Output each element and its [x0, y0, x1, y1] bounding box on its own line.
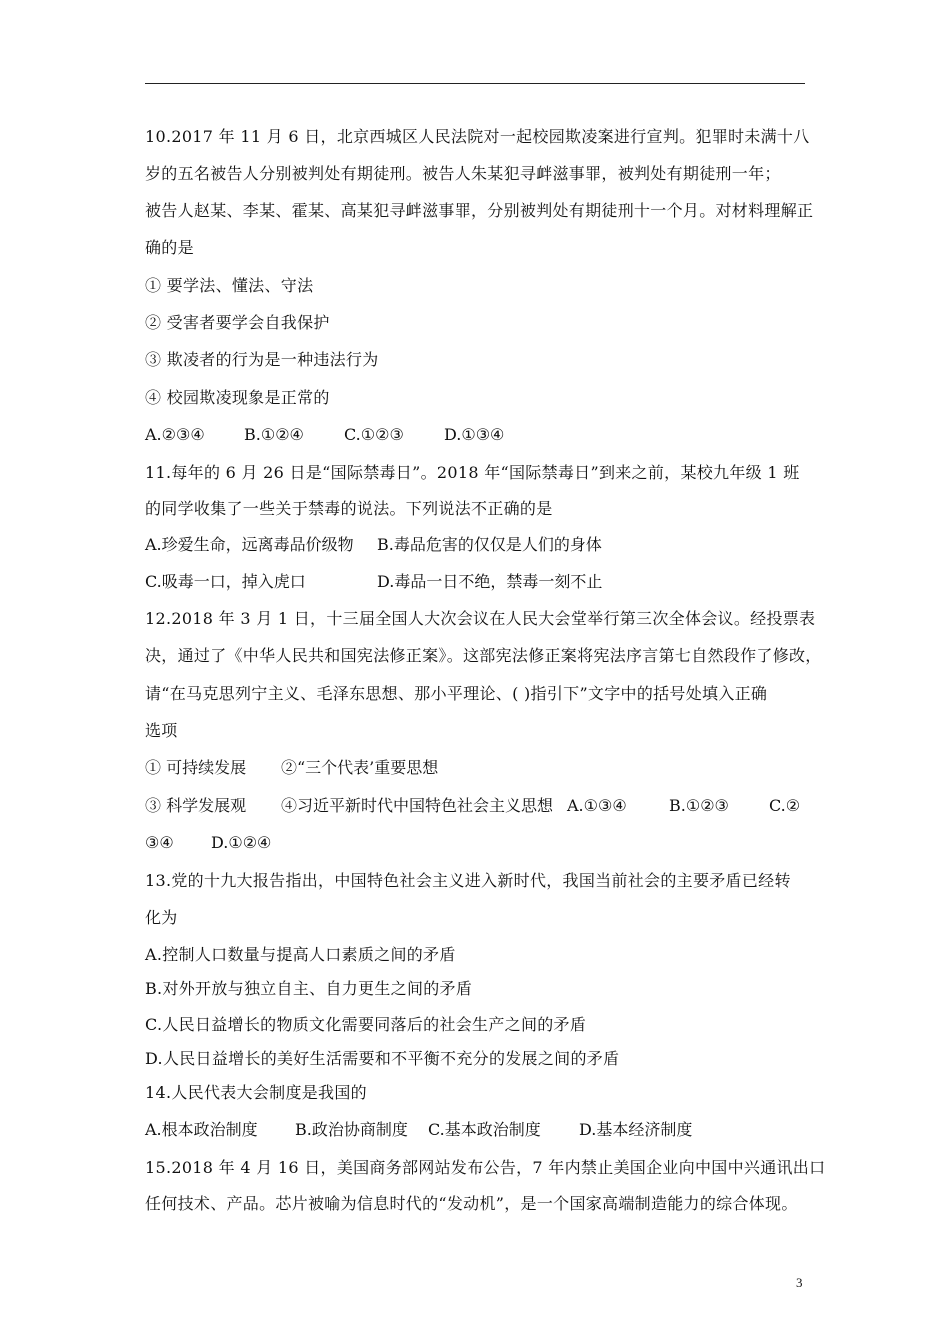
q12-option-a: A.①③④ [567, 796, 627, 815]
header-rule [145, 83, 805, 84]
q12-option-b: B.①②③ [669, 796, 729, 815]
q11-stem-line-1: 11.每年的 6 月 26 日是“国际禁毒日”。2018 年“国际禁毒日”到来之前，某校九年级 1 班 [145, 463, 800, 482]
q10-stem-line-3: 被告人赵某、李某、霍某、高某犯寻衅滋事罪，分别被判处有期徒刑十一个月。对材料理解正 [145, 201, 814, 220]
q10-item-3: ③ 欺凌者的行为是一种违法行为 [145, 350, 379, 369]
q12-item-3: ③ 科学发展观 [145, 796, 247, 815]
q13-option-d: D.人民日益增长的美好生活需要和不平衡不充分的发展之间的矛盾 [145, 1049, 620, 1068]
q13-stem-line-2: 化为 [145, 908, 178, 927]
q11-option-d: D.毒品一日不绝，禁毒一刻不止 [377, 572, 603, 591]
q14-option-c: C.基本政治制度 [428, 1120, 541, 1139]
q12-item-1: ① 可持续发展 [145, 758, 247, 777]
q12-stem-line-3: 请“在马克思列宁主义、毛泽东思想、那小平理论、( )指引下”文字中的括号处填入正确 [145, 684, 768, 703]
q10-option-c: C.①②③ [344, 425, 404, 444]
q12-option-c-continued: ③④ [145, 833, 174, 852]
q10-stem-line-4: 确的是 [145, 238, 194, 257]
q13-option-b: B.对外开放与独立自主、自力更生之间的矛盾 [145, 979, 473, 998]
q10-option-b: B.①②④ [244, 425, 304, 444]
page-number: 3 [796, 1275, 803, 1290]
q11-stem-line-2: 的同学收集了一些关于禁毒的说法。下列说法不正确的是 [145, 499, 553, 518]
q11-option-a: A.珍爱生命，远离毒品价级物 [145, 535, 354, 554]
q10-item-1: ① 要学法、懂法、守法 [145, 276, 314, 295]
q10-stem-line-2: 岁的五名被告人分别被判处有期徒刑。被告人朱某犯寻衅滋事罪，被判处有期徒刑一年； [145, 164, 781, 183]
q13-option-c: C.人民日益增长的物质文化需要同落后的社会生产之间的矛盾 [145, 1015, 587, 1034]
q11-option-b: B.毒品危害的仅仅是人们的身体 [377, 535, 602, 554]
q14-option-d: D.基本经济制度 [579, 1120, 693, 1139]
q11-option-c: C.吸毒一口，掉入虎口 [145, 572, 306, 591]
q15-stem-line-2: 任何技术、产品。芯片被喻为信息时代的“发动机”，是一个国家高端制造能力的综合体现。 [145, 1194, 798, 1213]
q10-item-4: ④ 校园欺凌现象是正常的 [145, 388, 330, 407]
q14-option-a: A.根本政治制度 [145, 1120, 258, 1139]
q14-option-b: B.政治协商制度 [295, 1120, 408, 1139]
q12-stem-line-2: 决，通过了《中华人民共和国宪法修正案》。这部宪法修正案将宪法序言第七自然段作了修改， [145, 646, 822, 665]
q10-stem-line-1: 10.2017 年 11 月 6 日，北京西城区人民法院对一起校园欺凌案进行宣判。犯罪时未满十八 [145, 127, 810, 146]
q10-option-d: D.①③④ [444, 425, 505, 444]
q12-stem-line-4: 选项 [145, 721, 178, 740]
q13-option-a: A.控制人口数量与提高人口素质之间的矛盾 [145, 945, 456, 964]
q14-stem: 14.人民代表大会制度是我国的 [145, 1083, 367, 1102]
q10-item-2: ② 受害者要学会自我保护 [145, 313, 330, 332]
q12-item-4: ④习近平新时代中国特色社会主义思想 [281, 796, 554, 815]
q13-stem-line-1: 13.党的十九大报告指出，中国特色社会主义进入新时代，我国当前社会的主要矛盾已经转 [145, 871, 791, 890]
q15-stem-line-1: 15.2018 年 4 月 16 日，美国商务部网站发布公告，7 年内禁止美国企业向中国中兴通讯出口 [145, 1158, 826, 1177]
q10-option-a: A.②③④ [145, 425, 205, 444]
q12-item-2: ②“三个代表’重要思想 [281, 758, 439, 777]
q12-stem-line-1: 12.2018 年 3 月 1 日，十三届全国人大次会议在人民大会堂举行第三次全体会议。经投票表 [145, 609, 816, 628]
q12-option-c: C.② [769, 796, 801, 815]
q12-option-d: D.①②④ [211, 833, 272, 852]
